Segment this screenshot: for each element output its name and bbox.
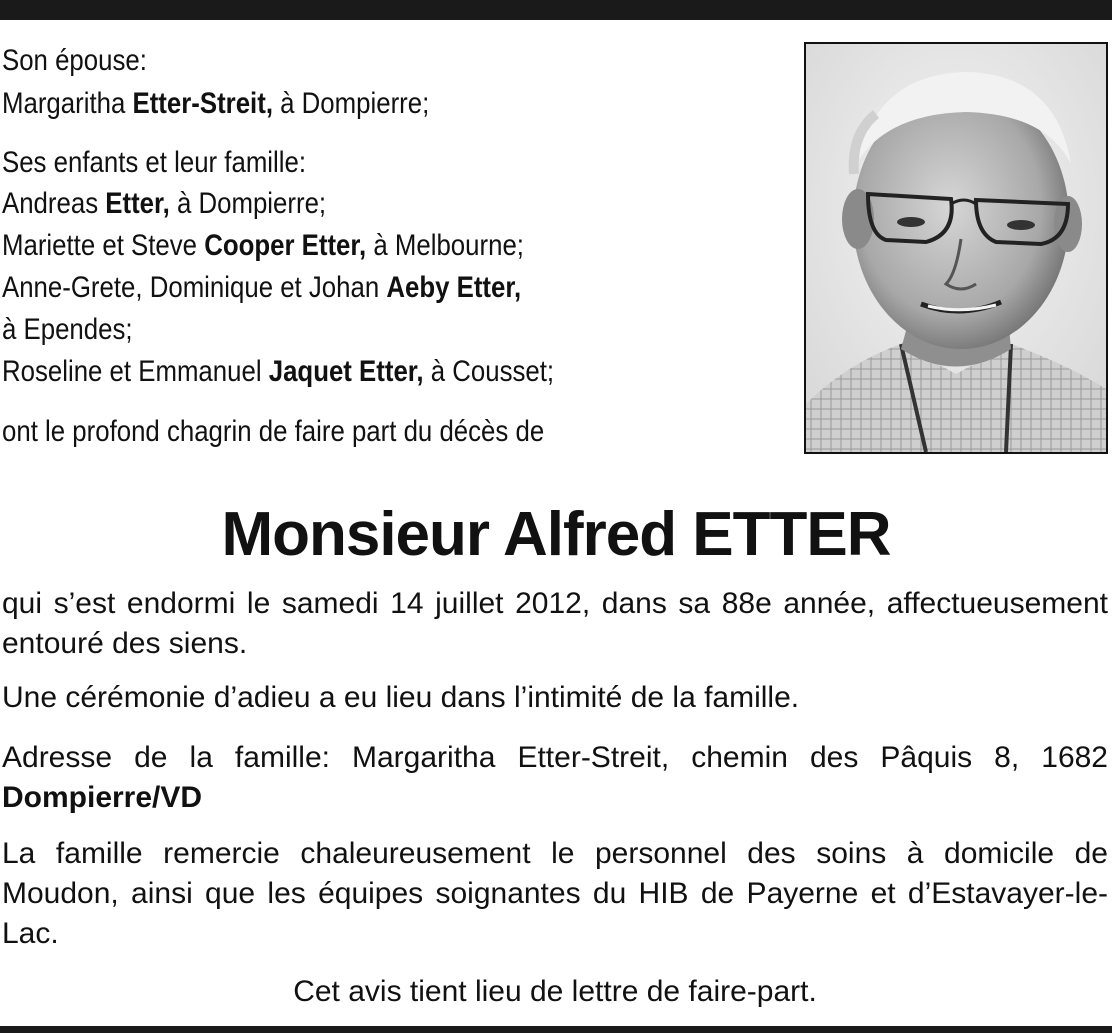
child-location: à Melbourne; <box>366 229 524 262</box>
top-rule <box>0 0 1112 20</box>
spouse-surname: Etter-Streit, <box>132 87 273 120</box>
address-text: Adresse de la famille: Margaritha Etter-Streit, chemin des Pâquis 8, 1682 <box>2 741 1108 774</box>
thanks-paragraph: La famille remercie chaleureusement le personnel des soins à domicile de Moudon, ainsi que les équipes soignantes du HIB de Payerne et d’Estavayer-le-Lac. <box>2 837 1108 950</box>
child-surname: Etter, <box>105 187 170 220</box>
announcement-intro: ont le profond chagrin de faire part du décès de <box>2 415 545 448</box>
spouse-location: à Dompierre; <box>272 87 430 120</box>
spouse-line <box>2 87 429 120</box>
child-location: à Dompierre; <box>169 187 327 220</box>
child-location: à Cousset; <box>423 355 555 388</box>
child-surname: Jaquet Etter, <box>268 355 424 388</box>
child-surname: Aeby Etter, <box>386 271 522 304</box>
portrait-icon <box>806 44 1106 452</box>
closing-note: Cet avis tient lieu de lettre de faire-part. <box>293 975 817 1008</box>
child-location: à Ependes; <box>2 313 133 346</box>
child-given-names: Roseline et Emmanuel <box>2 355 269 388</box>
deceased-name: Monsieur Alfred ETTER <box>221 500 891 569</box>
spouse-heading: Son épouse: <box>2 44 147 77</box>
child-line <box>2 271 521 304</box>
bottom-rule <box>0 1026 1112 1033</box>
spouse-name-prefix: Margaritha <box>2 87 133 120</box>
child-line <box>2 187 326 220</box>
child-given-names: Anne-Grete, Dominique et Johan <box>2 271 387 304</box>
child-line <box>2 313 133 346</box>
address-paragraph <box>2 738 1108 818</box>
ceremony-paragraph: Une cérémonie d’adieu a eu lieu dans l’intimité de la famille. <box>2 681 800 714</box>
child-given-names: Andreas <box>2 187 106 220</box>
child-surname: Cooper Etter, <box>204 229 367 262</box>
portrait-photo <box>804 42 1108 454</box>
child-line <box>2 229 524 262</box>
child-given-names: Mariette et Steve <box>2 229 205 262</box>
death-paragraph: qui s’est endormi le samedi 14 juillet 2012, dans sa 88e année, affectueusement entouré des siens. <box>2 587 1108 660</box>
children-heading: Ses enfants et leur famille: <box>2 146 307 179</box>
child-line <box>2 355 554 388</box>
address-locality: Dompierre/VD <box>2 781 203 814</box>
